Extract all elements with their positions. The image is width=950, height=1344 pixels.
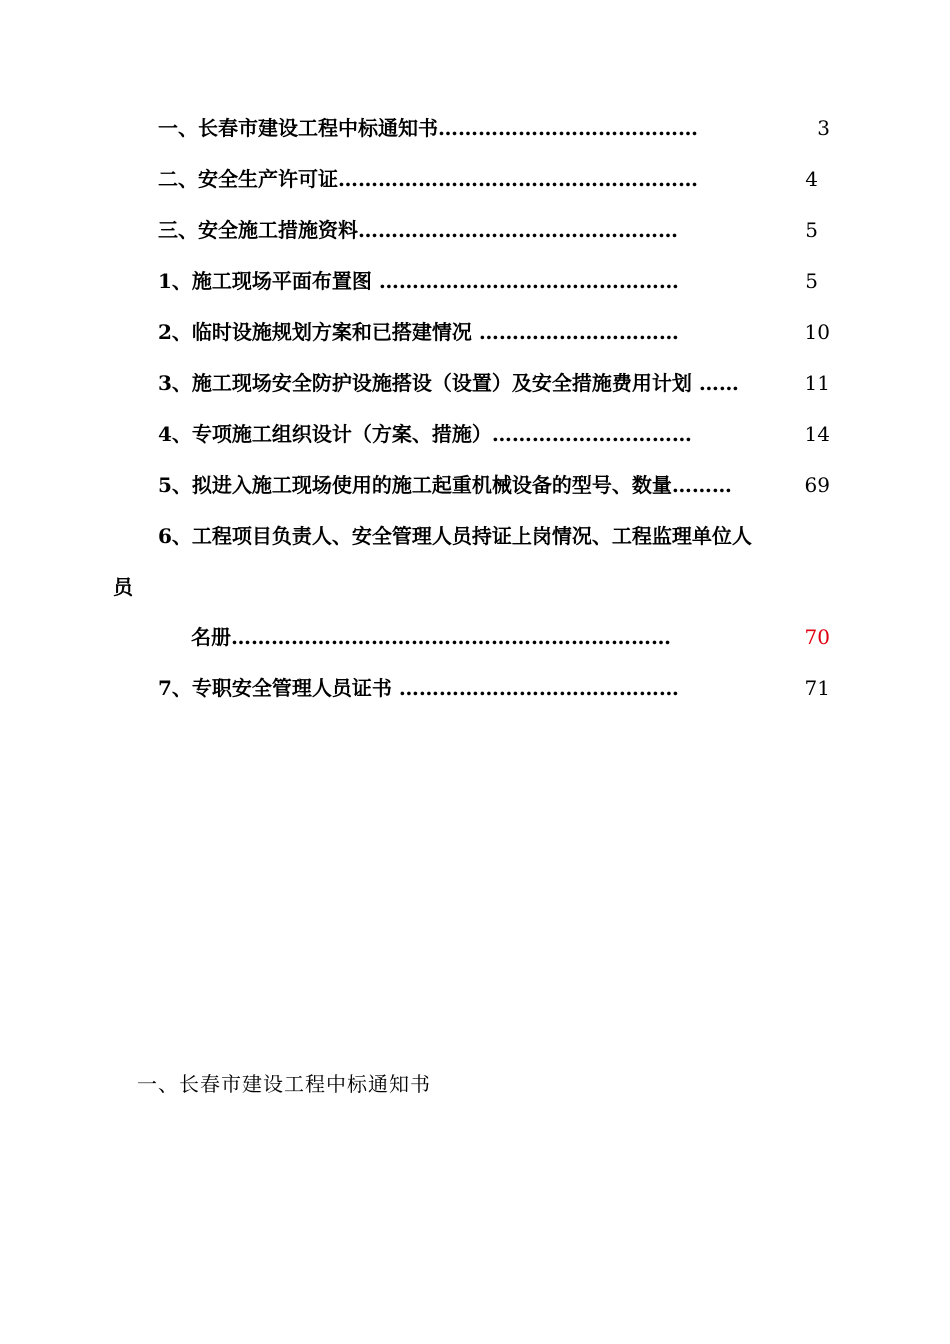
toc-leader: …………………………………	[438, 116, 698, 140]
toc-entry-title: 一、长春市建设工程中标通知书	[158, 116, 438, 140]
toc-page-number: 70	[804, 625, 830, 649]
toc-entry-title: 3、施工现场安全防护设施搭设（设置）及安全措施费用计划	[158, 371, 699, 395]
toc-entry-2	[158, 164, 818, 194]
toc-entry-title: 二、安全生产许可证	[158, 167, 338, 191]
toc-page-number: 10	[804, 320, 830, 344]
toc-entry-title: 三、安全施工措施资料	[158, 218, 358, 242]
toc-page-number: 3	[817, 116, 830, 140]
section-heading: 一、长春市建设工程中标通知书	[137, 1072, 431, 1096]
toc-entry-10	[158, 673, 830, 703]
toc-entry-8	[158, 470, 830, 500]
toc-leader: ………………………………………………	[338, 167, 698, 191]
toc-entry-title: 5、拟进入施工现场使用的施工起重机械设备的型号、数量	[158, 473, 672, 497]
toc-leader: …………………………………………	[358, 218, 678, 242]
toc-page-number: 71	[804, 676, 830, 700]
toc-entry-title: 7、专职安全管理人员证书	[158, 676, 399, 700]
toc-entry-5	[158, 317, 830, 347]
toc-entry-1	[158, 113, 830, 143]
toc-entry-3	[158, 215, 818, 245]
toc-entry-title: 名册	[191, 625, 231, 649]
toc-page-number: 5	[805, 269, 818, 293]
toc-entry-7	[158, 419, 830, 449]
toc-page-number: 14	[804, 422, 830, 446]
toc-leader: ………	[671, 473, 732, 497]
toc-entry-4	[158, 266, 818, 296]
toc-leader: …………………………………………………………	[231, 625, 671, 649]
toc-page-number: 11	[804, 371, 830, 395]
toc-leader: ………………………………………	[378, 269, 679, 293]
toc-leader: …………………………	[491, 422, 692, 446]
toc-page-number: 4	[805, 167, 818, 191]
toc-entry-9-names	[191, 622, 830, 652]
toc-page-number: 5	[805, 218, 818, 242]
toc-entry-title: 2、临时设施规划方案和已搭建情况	[158, 320, 479, 344]
toc-page-number: 69	[804, 473, 830, 497]
toc-entry-title: 1、施工现场平面布置图	[158, 269, 379, 293]
toc-entry-title: 4、专项施工组织设计（方案、措施）	[158, 422, 492, 446]
toc-entry-9-line-2: 员	[113, 575, 133, 599]
toc-leader: ……	[698, 371, 739, 395]
toc-leader: …………………………	[478, 320, 679, 344]
toc-entry-9-line-1: 6、工程项目负责人、安全管理人员持证上岗情况、工程监理单位人	[158, 524, 752, 548]
toc-leader: ……………………………………	[398, 676, 679, 700]
toc-entry-6	[158, 368, 830, 398]
